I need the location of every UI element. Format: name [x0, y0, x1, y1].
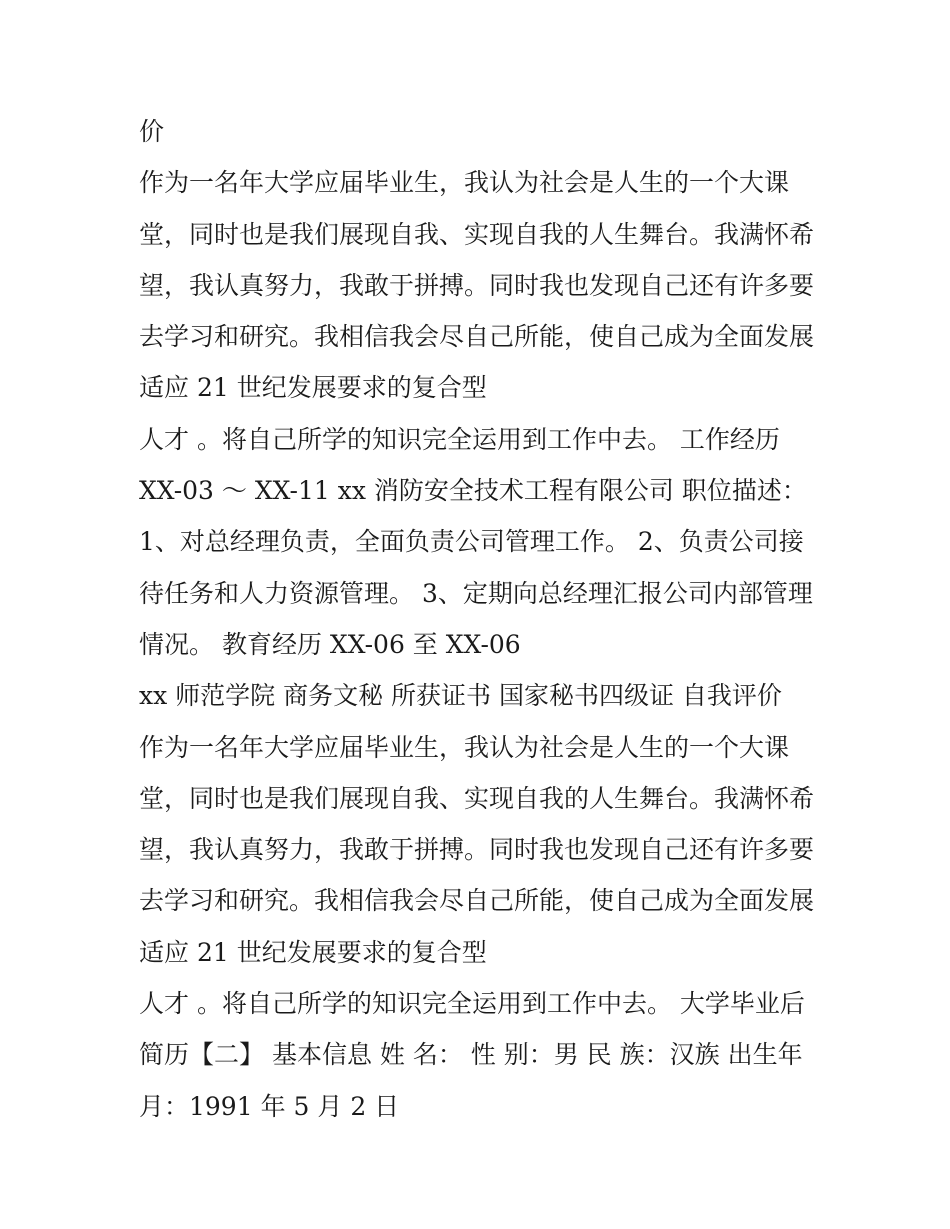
text-line: 待任务和人力资源管理。 3、定期向总经理汇报公司内部管理	[139, 578, 813, 608]
text-line: 作为一名年大学应届毕业生，我认为社会是人生的一个大课	[139, 732, 790, 762]
text-line: 人才 。将自己所学的知识完全运用到工作中去。 大学毕业后	[139, 989, 805, 1019]
text-line: 堂，同时也是我们展现自我、实现自我的人生舞台。我满怀希	[139, 219, 815, 249]
text-line: XX-03 ～ XX-11 xx 消防安全技术工程有限公司 职位描述：	[139, 476, 807, 506]
text-line: 月：1991 年 5 月 2 日	[139, 1091, 400, 1121]
text-line: 作为一名年大学应届毕业生，我认为社会是人生的一个大课	[139, 168, 790, 198]
text-line: 适应 21 世纪发展要求的复合型	[139, 937, 487, 967]
text-line: 人才 。将自己所学的知识完全运用到工作中去。 工作经历	[139, 424, 780, 454]
text-line: 适应 21 世纪发展要求的复合型	[139, 373, 487, 403]
text-line: 望，我认真努力，我敢于拼搏。同时我也发现自己还有许多要	[139, 270, 815, 300]
text-line: 简历【二】 基本信息 姓 名： 性 别：男 民 族：汉族 出生年	[139, 1040, 803, 1070]
text-line: 望，我认真努力，我敢于拼搏。同时我也发现自己还有许多要	[139, 835, 815, 865]
text-line: 去学习和研究。我相信我会尽自己所能，使自己成为全面发展	[139, 322, 815, 352]
text-line: 去学习和研究。我相信我会尽自己所能，使自己成为全面发展	[139, 886, 815, 916]
text-line: 1、对总经理负责，全面负责公司管理工作。 2、负责公司接	[139, 527, 804, 557]
text-line: 情况。 教育经历 XX-06 至 XX-06	[139, 629, 521, 659]
document-body	[139, 106, 829, 1132]
text-line: 价	[139, 117, 165, 146]
text-line: xx 师范学院 商务文秘 所获证书 国家秘书四级证 自我评价	[139, 681, 782, 711]
text-line: 堂，同时也是我们展现自我、实现自我的人生舞台。我满怀希	[139, 783, 815, 813]
